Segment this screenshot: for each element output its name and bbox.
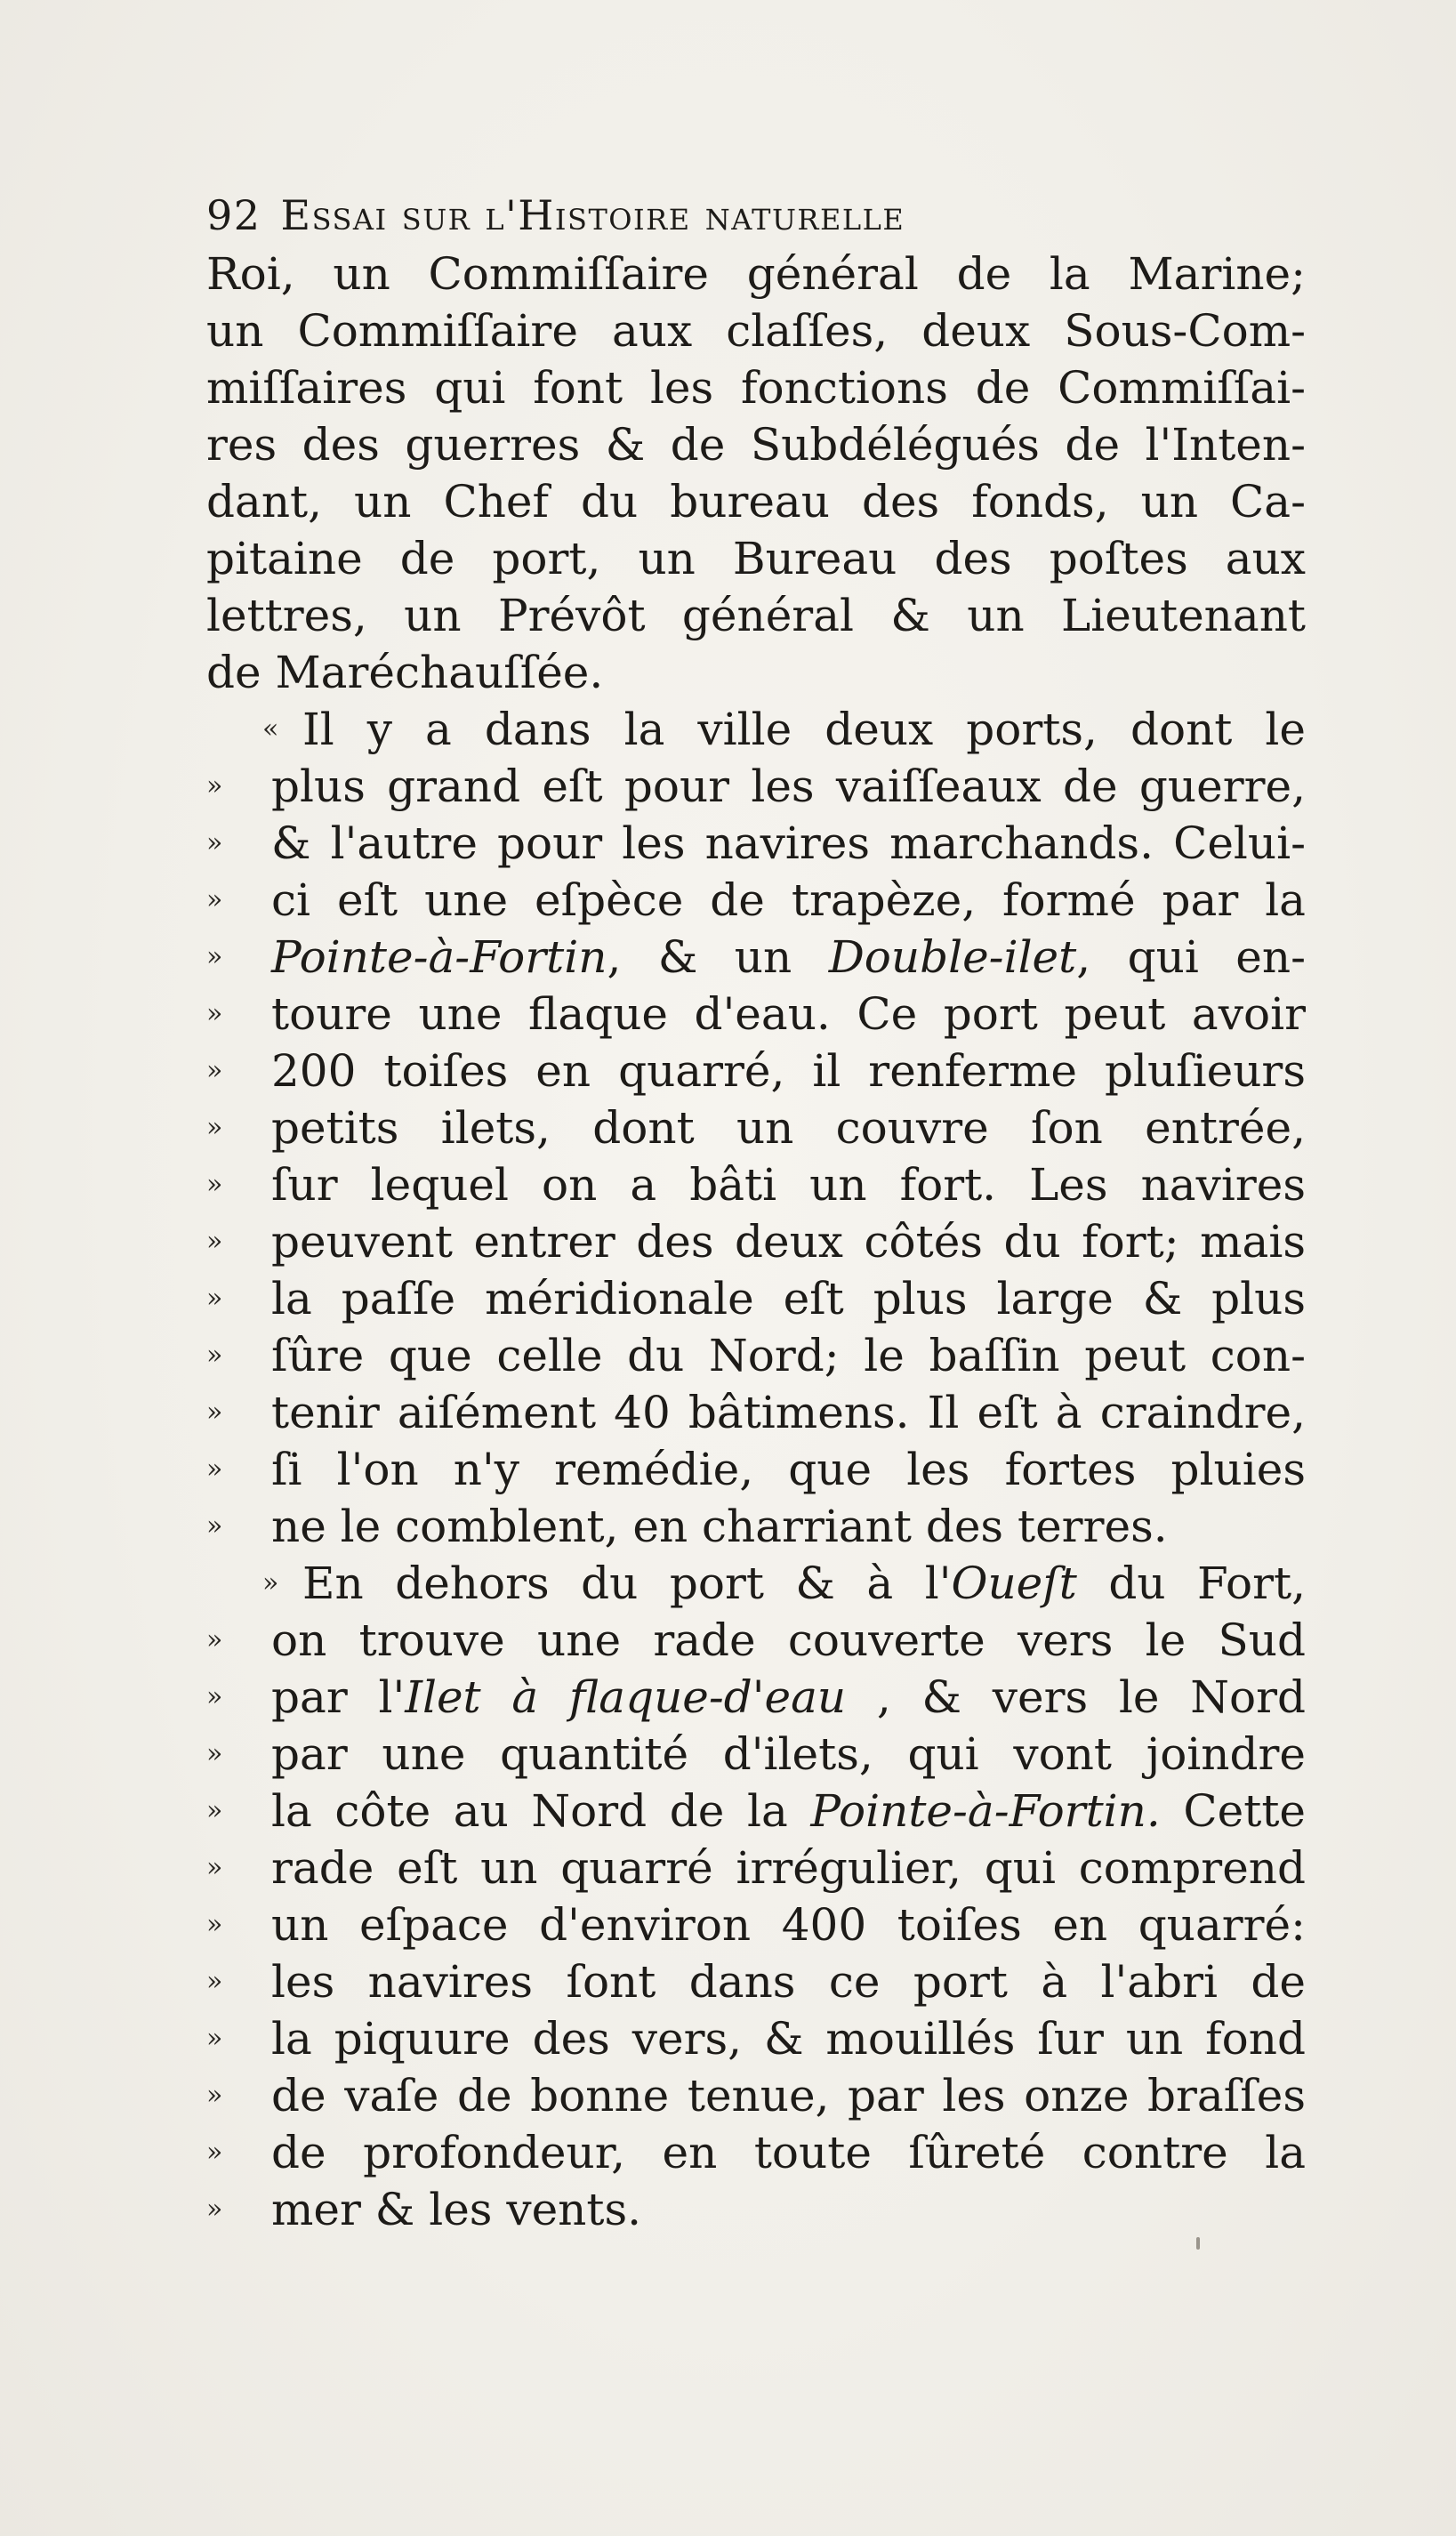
text-line: & l'autre pour les navires marchands. Celui-: [271, 817, 1306, 869]
quote-mark: »: [206, 1909, 223, 1940]
quote-mark: »: [206, 827, 223, 858]
text-line: un Commiſſaire aux claſſes, deux Sous-Com-: [206, 305, 1306, 357]
text-fragment: , & un: [607, 931, 829, 983]
text-line: Il y a dans la ville deux ports, dont le: [302, 704, 1306, 755]
place-name: Oueſt: [951, 1558, 1077, 1609]
text-fragment: En dehors du port & à l': [302, 1558, 952, 1609]
quote-mark: »: [206, 2080, 223, 2111]
quote-mark: »: [206, 1738, 223, 1769]
quote-mark: »: [206, 2194, 223, 2225]
text-fragment: la côte au Nord de la: [271, 1785, 811, 1837]
text-line: [271, 1783, 1306, 1840]
quote-mark: »: [206, 941, 223, 972]
quote-open-mark: «: [262, 713, 279, 745]
quote-mark: »: [206, 1852, 223, 1883]
quote-mark: »: [206, 1966, 223, 1997]
text-line: res des guerres & de Subdélégués de l'Inten-: [206, 419, 1306, 471]
text-line: les navires ſont dans ce port à l'abri de: [271, 1956, 1306, 2008]
text-line: ſi l'on n'y remédie, que les fortes pluies: [271, 1444, 1306, 1495]
text-line: Roi, un Commiſſaire général de la Marine;: [206, 248, 1306, 300]
text-line: dant, un Chef du bureau des fonds, un Ca-: [206, 476, 1306, 527]
page-number: 92: [206, 191, 261, 239]
text-line: tenir aiſément 40 bâtimens. Il eſt à craindre,: [271, 1387, 1306, 1438]
quote-mark: »: [206, 1510, 223, 1542]
text-line: on trouve une rade couverte vers le Sud: [271, 1614, 1306, 1666]
quote-mark: »: [206, 1397, 223, 1428]
quote-mark: »: [206, 1340, 223, 1371]
text-line: de Maréchauſſée.: [206, 647, 604, 698]
text-line: [302, 1555, 1306, 1612]
quote-mark: »: [206, 770, 223, 801]
ink-speck: [1196, 2237, 1200, 2250]
text-fragment: , & vers le Nord: [846, 1671, 1306, 1723]
place-name: Pointe-à-Fortin.: [810, 1785, 1161, 1837]
text-line: la piquure des vers, & mouillés ſur un fond: [271, 2013, 1306, 2065]
text-line: lettres, un Prévôt général & un Lieutenant: [206, 590, 1306, 641]
text-line: la paſſe méridionale eſt plus large & plus: [271, 1273, 1306, 1324]
text-line: plus grand eſt pour les vaiſſeaux de guerre,: [271, 761, 1306, 812]
quote-mark: »: [206, 998, 223, 1029]
text-fragment: du Fort,: [1076, 1558, 1306, 1609]
text-line: miſſaires qui font les fonctions de Commiſſai-: [206, 362, 1306, 414]
place-name: Ilet à flaque-d'eau: [405, 1671, 847, 1723]
text-line: rade eſt un quarré irrégulier, qui comprend: [271, 1842, 1306, 1894]
text-line: 200 toiſes en quarré, il renferme pluſieurs: [271, 1045, 1306, 1097]
quote-mark: »: [206, 1055, 223, 1086]
text-fragment: par l': [271, 1671, 406, 1723]
text-line: par une quantité d'ilets, qui vont joindre: [271, 1728, 1306, 1780]
quote-mark: »: [206, 1112, 223, 1143]
text-line: un eſpace d'environ 400 toiſes en quarré:: [271, 1899, 1306, 1951]
quote-mark: »: [206, 1226, 223, 1257]
quote-mark: »: [206, 1624, 223, 1655]
quote-mark: »: [206, 2137, 223, 2168]
text-line: petits ilets, dont un couvre ſon entrée,: [271, 1102, 1306, 1154]
quote-mark: »: [206, 1453, 223, 1485]
text-line: mer & les vents.: [271, 2184, 642, 2235]
quote-mark: »: [206, 1681, 223, 1712]
text-line: toure une flaque d'eau. Ce port peut avoir: [271, 988, 1306, 1040]
quote-mark: »: [206, 1169, 223, 1200]
place-name: Pointe-à-Fortin: [271, 931, 607, 983]
text-line: pitaine de port, un Bureau des poſtes aux: [206, 533, 1306, 584]
text-fragment: , qui en-: [1076, 931, 1306, 983]
quote-mark: »: [206, 2023, 223, 2054]
text-line: de vaſe de bonne tenue, par les onze braſſes: [271, 2070, 1306, 2121]
text-fragment: Cette: [1160, 1785, 1306, 1837]
text-line: de profondeur, en toute ſûreté contre la: [271, 2127, 1306, 2178]
quote-mark: »: [262, 1567, 279, 1598]
quote-mark: »: [206, 1283, 223, 1314]
quote-mark: »: [206, 884, 223, 915]
place-name: Double-ilet: [828, 931, 1077, 983]
quote-mark: »: [206, 1795, 223, 1826]
text-line: [271, 1669, 1306, 1726]
running-title: Essai sur l'Histoire naturelle: [280, 191, 905, 239]
text-line: ſûre que celle du Nord; le baſſin peut con-: [271, 1330, 1306, 1381]
text-line: ſur lequel on a bâti un fort. Les navires: [271, 1159, 1306, 1211]
text-line: [271, 929, 1306, 986]
text-line: ne le comblent, en charriant des terres.: [271, 1501, 1168, 1552]
page-header: [206, 189, 1327, 242]
text-line: ci eſt une eſpèce de trapèze, formé par la: [271, 874, 1306, 926]
text-line: peuvent entrer des deux côtés du fort; mais: [271, 1216, 1306, 1268]
